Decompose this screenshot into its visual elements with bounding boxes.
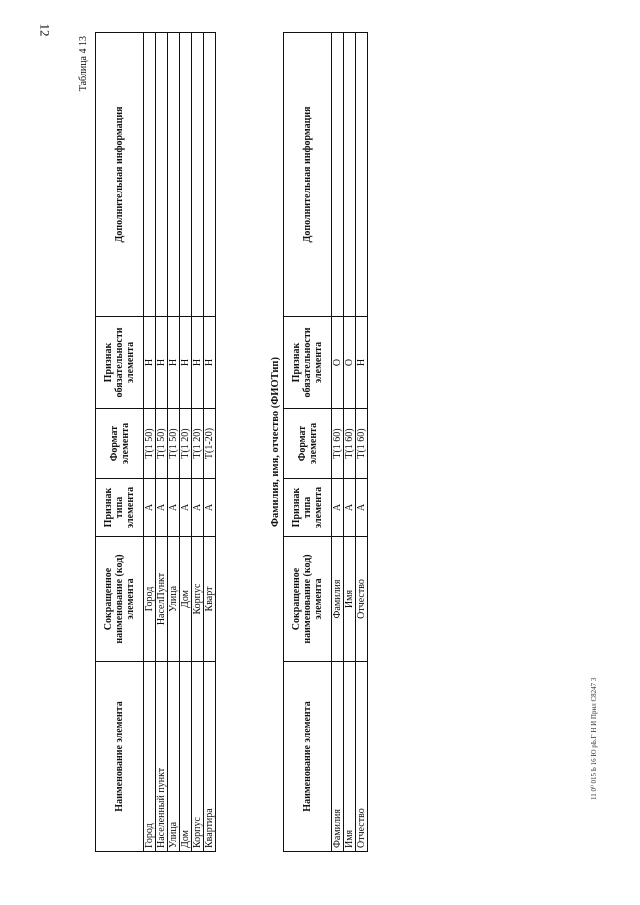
header-cell: Признак обязательности элемента: [284, 317, 332, 409]
table-cell: А: [344, 479, 356, 537]
header-cell: Формат элемента: [96, 409, 144, 479]
table-cell: T(1 60): [332, 409, 344, 479]
table-cell: T(1 60): [356, 409, 368, 479]
header-cell: Формат элемента: [284, 409, 332, 479]
table-cell: [332, 33, 344, 317]
table-cell: Н: [356, 317, 368, 409]
margin-note: 11 0⁰ 015 Ь 16 Ю рЬ.Г Н И Прил С8247 3: [590, 677, 598, 800]
table-cell: [344, 33, 356, 317]
table-cell: Фамилия: [332, 537, 344, 662]
table-cell: Н: [144, 317, 156, 409]
table-cell: А: [332, 479, 344, 537]
table-cell: А: [356, 479, 368, 537]
table-cell: Имя: [344, 662, 356, 852]
table-row: [204, 33, 216, 852]
table-cell: Отчество: [356, 662, 368, 852]
table-cell: Кварт: [204, 537, 216, 662]
table-cell: А: [180, 479, 192, 537]
table-row: [344, 33, 356, 852]
table-caption: Таблица 4 13: [78, 36, 89, 92]
table-cell: Н: [156, 317, 168, 409]
table-cell: T(1-20): [204, 409, 216, 479]
table-cell: А: [168, 479, 180, 537]
table-cell: Улица: [168, 662, 180, 852]
table-cell: Н: [180, 317, 192, 409]
table-header-row: [284, 33, 332, 852]
table-cell: А: [144, 479, 156, 537]
table-cell: Город: [144, 662, 156, 852]
table-cell: [168, 33, 180, 317]
table-cell: Дом: [180, 662, 192, 852]
table-cell: Квартира: [204, 662, 216, 852]
table-cell: Имя: [344, 537, 356, 662]
table-row: [144, 33, 156, 852]
table-cell: [356, 33, 368, 317]
table-cell: [204, 33, 216, 317]
table-row: [168, 33, 180, 852]
table-row: [332, 33, 344, 852]
table-cell: [144, 33, 156, 317]
table-cell: [192, 33, 204, 317]
header-cell: Дополнительная информация: [96, 33, 144, 317]
table-cell: T(1 50): [144, 409, 156, 479]
table-cell: Фамилия: [332, 662, 344, 852]
header-cell: Наименование элемента: [284, 662, 332, 852]
table-cell: T(1 60): [344, 409, 356, 479]
table-cell: [156, 33, 168, 317]
table-cell: НаселПункт: [156, 537, 168, 662]
page-number: 12: [37, 23, 53, 37]
header-cell: Признак типа элемента: [96, 479, 144, 537]
table-cell: А: [204, 479, 216, 537]
table-cell: А: [192, 479, 204, 537]
table-header-row: [96, 33, 144, 852]
table-cell: О: [344, 317, 356, 409]
table-cell: Город: [144, 537, 156, 662]
table-block-1: [78, 32, 216, 852]
table-cell: О: [332, 317, 344, 409]
table-cell: А: [156, 479, 168, 537]
table-cell: T(1 20): [180, 409, 192, 479]
table-cell: Дом: [180, 537, 192, 662]
elements-table-fio: [283, 32, 368, 852]
table-title: Фамилия, имя, отчество (ФИОТип): [270, 357, 281, 527]
header-cell: Признак обязательности элемента: [96, 317, 144, 409]
table-cell: [180, 33, 192, 317]
table-row: [356, 33, 368, 852]
table-cell: Отчество: [356, 537, 368, 662]
header-cell: Дополнительная информация: [284, 33, 332, 317]
table-cell: Н: [204, 317, 216, 409]
table-cell: Корпус: [192, 662, 204, 852]
table-cell: Населенный пункт: [156, 662, 168, 852]
header-cell: Наименование элемента: [96, 662, 144, 852]
table-row: [156, 33, 168, 852]
table-cell: Корпус: [192, 537, 204, 662]
table-cell: Н: [168, 317, 180, 409]
header-cell: Признак типа элемента: [284, 479, 332, 537]
table-row: [192, 33, 204, 852]
header-cell: Сокращенное наименование (код) элемента: [284, 537, 332, 662]
table-row: [180, 33, 192, 852]
header-cell: Сокращенное наименование (код) элемента: [96, 537, 144, 662]
table-cell: T(1 50): [168, 409, 180, 479]
table-cell: T(1 50): [156, 409, 168, 479]
table-block-2: [270, 32, 368, 852]
table-cell: Улица: [168, 537, 180, 662]
elements-table-address: [95, 32, 216, 852]
table-cell: Н: [192, 317, 204, 409]
table-cell: T(1 20): [192, 409, 204, 479]
